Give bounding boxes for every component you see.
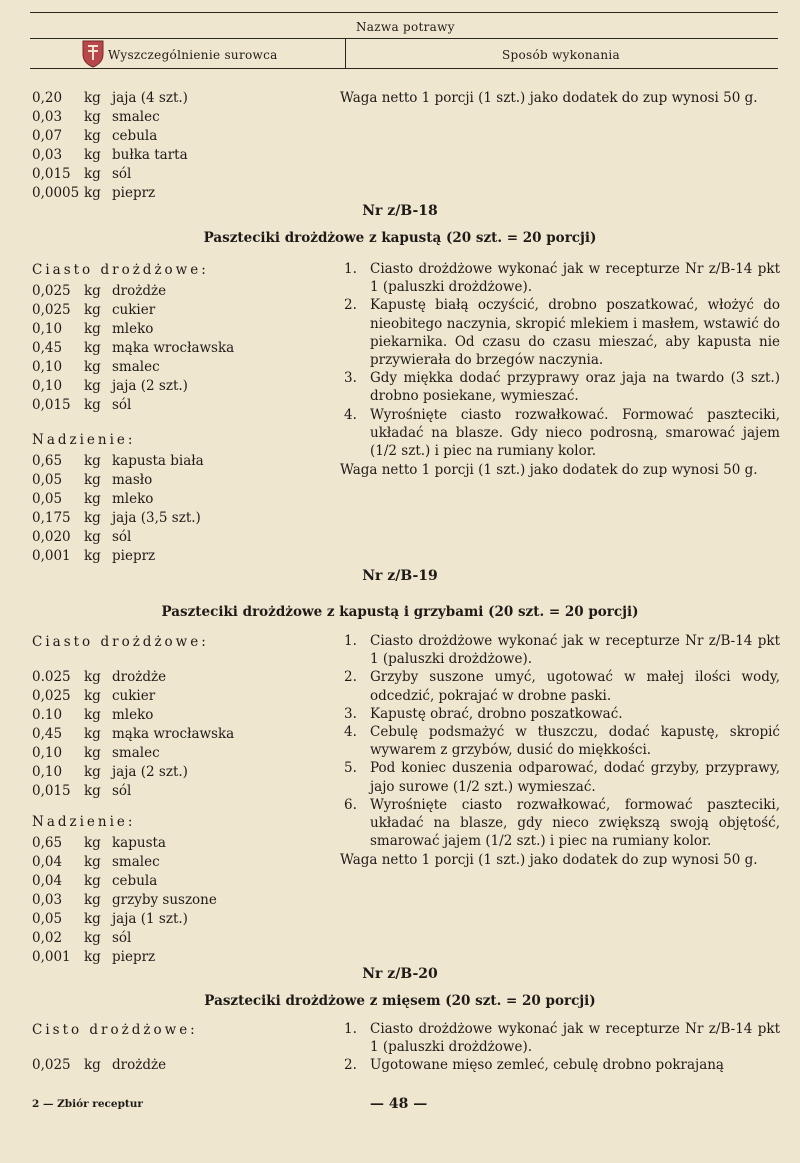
r19-filling bbox=[32, 810, 217, 967]
prev-ingredients bbox=[32, 89, 188, 203]
ingredient-row: 0,10 kg smalec bbox=[32, 359, 160, 375]
ingredient-row: 0,175 kg jaja (3,5 szt.) bbox=[32, 510, 201, 526]
ingredient-row: 0.10 kg mleko bbox=[32, 707, 154, 723]
prev-method bbox=[340, 88, 780, 107]
recipe-number: Nr z/B-19 bbox=[362, 568, 438, 584]
method-step: 2. Kapustę białą oczyścić, drobno poszatkować, włożyć do nieobitego naczynia, skropić mlekiem i masłem, wstawić do piekarnika. Od czasu do czasu mieszać, aby kapusta nie przywierała do brzegów naczynia. bbox=[344, 297, 780, 369]
method-step: 4. Cebulę podsmażyć w tłuszczu, dodać kapustę, skropić wywarem z grzybów, dusić do miękkości. bbox=[344, 724, 780, 759]
section-label: Nadzienie: bbox=[32, 432, 136, 448]
page-number: — 48 — bbox=[370, 1096, 428, 1112]
portion-weight: Waga netto 1 porcji (1 szt.) jako dodatek do zup wynosi 50 g. bbox=[340, 462, 758, 479]
shield-logo-icon bbox=[80, 38, 106, 68]
ingredient-row: 0,04 kg smalec bbox=[32, 854, 160, 870]
method-step: 2. Grzyby suszone umyć, ugotować w małej ilości wody, odcedzić, pokrajać w drobne paski. bbox=[344, 669, 780, 704]
ingredient-row: 0,04 kg cebula bbox=[32, 873, 158, 889]
recipe-number: Nr z/B-18 bbox=[362, 203, 438, 219]
method-step: 4. Wyrośnięte ciasto rozwałkować. Formować paszteciki, układać na blasze. Gdy nieco podrosną, smarować jajem (1/2 szt.) i piec na rumiany kolor. bbox=[344, 406, 780, 460]
r20-ingredients bbox=[32, 1018, 198, 1075]
ingredient-row: 0,025 kg cukier bbox=[32, 302, 156, 318]
ingredient-row: 0,05 kg jaja (1 szt.) bbox=[32, 911, 188, 927]
ingredient-row: 0,001 kg pieprz bbox=[32, 548, 156, 564]
ingredient-row: 0,03 kg bułka tarta bbox=[32, 147, 188, 163]
r19-method bbox=[340, 632, 780, 870]
section-label: Nadzienie: bbox=[32, 814, 136, 830]
ingredient-row: 0,025 kg cukier bbox=[32, 688, 156, 704]
header-bottom-rule bbox=[30, 68, 778, 69]
method-step: 1. Ciasto drożdżowe wykonać jak w recepturze Nr z/B-14 pkt 1 (paluszki drożdżowe). bbox=[344, 633, 780, 668]
ingredient-row: 0,20 kg jaja (4 szt.) bbox=[32, 90, 188, 106]
method-step: 3. Gdy miękka dodać przyprawy oraz jaja na twardo (3 szt.) drobno posiekane, wymieszać. bbox=[344, 370, 780, 405]
section-label: Ciasto drożdżowe: bbox=[32, 634, 209, 650]
ingredient-row: 0,0005 kg pieprz bbox=[32, 185, 156, 201]
ingredient-row: 0,05 kg masło bbox=[32, 472, 153, 488]
section-label: Cisto drożdżowe: bbox=[32, 1022, 198, 1038]
method-step: 1. Ciasto drożdżowe wykonać jak w recepturze Nr z/B-14 pkt 1 (paluszki drożdżowe). bbox=[344, 1021, 780, 1056]
ingredient-row: 0,10 kg jaja (2 szt.) bbox=[32, 378, 188, 394]
ingredient-row: 0,03 kg grzyby suszone bbox=[32, 892, 217, 908]
ingredient-row: 0,10 kg jaja (2 szt.) bbox=[32, 764, 188, 780]
method-step: 2. Ugotowane mięso zemleć, cebulę drobno pokrajaną bbox=[344, 1057, 724, 1074]
ingredient-row: 0,07 kg cebula bbox=[32, 128, 158, 144]
footer-book-title: 2 — Zbiór receptur bbox=[32, 1098, 143, 1110]
recipe-title: Paszteciki drożdżowe z mięsem (20 szt. = 20 porcji) bbox=[204, 993, 596, 1009]
ingredient-row: 0,05 kg mleko bbox=[32, 491, 154, 507]
ingredient-row: 0,45 kg mąka wrocławska bbox=[32, 726, 235, 742]
ingredient-row: 0,015 kg sól bbox=[32, 397, 132, 413]
ingredient-row: 0,10 kg smalec bbox=[32, 745, 160, 761]
header-divider bbox=[345, 38, 346, 68]
ingredient-row: 0,025 kg drożdże bbox=[32, 1057, 167, 1073]
ingredient-row: 0.025 kg drożdże bbox=[32, 669, 167, 685]
header-ingredients-column: Wyszczególnienie surowca bbox=[108, 48, 278, 62]
ingredient-row: 0,020 kg sól bbox=[32, 529, 132, 545]
method-step: 3. Kapustę obrać, drobno poszatkować. bbox=[344, 705, 623, 722]
r18-filling bbox=[32, 428, 204, 566]
ingredient-row: 0,45 kg mąka wrocławska bbox=[32, 340, 235, 356]
ingredient-row: 0,001 kg pieprz bbox=[32, 949, 156, 965]
recipe-title: Paszteciki drożdżowe z kapustą i grzybami (20 szt. = 20 porcji) bbox=[161, 604, 639, 620]
ingredient-row: 0,10 kg mleko bbox=[32, 321, 154, 337]
ingredient-row: 0,015 kg sól bbox=[32, 166, 132, 182]
header-method-column: Sposób wykonania bbox=[502, 48, 620, 62]
section-label: Ciasto drożdżowe: bbox=[32, 262, 209, 278]
top-rule bbox=[30, 12, 778, 13]
ingredient-row: 0,03 kg smalec bbox=[32, 109, 160, 125]
header-dish-name: Nazwa potrawy bbox=[356, 20, 455, 34]
portion-weight: Waga netto 1 porcji (1 szt.) jako dodatek do zup wynosi 50 g. bbox=[340, 90, 758, 106]
method-step: 5. Pod koniec duszenia odparować, dodać grzyby, przyprawy, jajo surowe (1/2 szt.) wymieszać. bbox=[344, 760, 780, 795]
ingredient-row: 0,025 kg drożdże bbox=[32, 283, 167, 299]
portion-weight: Waga netto 1 porcji (1 szt.) jako dodatek do zup wynosi 50 g. bbox=[340, 852, 758, 869]
r18-ingredients bbox=[32, 258, 234, 415]
header-rule bbox=[30, 38, 778, 39]
ingredient-row: 0,02 kg sól bbox=[32, 930, 132, 946]
r18-method bbox=[340, 260, 780, 479]
r19-ingredients bbox=[32, 630, 234, 801]
method-step: 6. Wyrośnięte ciasto rozwałkować, formować paszteciki, układać na blasze, gdy nieco zwiększą swoją objętość, smarować jajem (1/2 szt.) i piec na rumiany kolor. bbox=[344, 796, 780, 850]
recipe-number: Nr z/B-20 bbox=[362, 966, 438, 982]
ingredient-row: 0,65 kg kapusta bbox=[32, 835, 166, 851]
recipe-title: Paszteciki drożdżowe z kapustą (20 szt. = 20 porcji) bbox=[203, 230, 597, 246]
ingredient-row: 0,65 kg kapusta biała bbox=[32, 453, 204, 469]
method-step: 1. Ciasto drożdżowe wykonać jak w recepturze Nr z/B-14 pkt 1 (paluszki drożdżowe). bbox=[344, 261, 780, 296]
r20-method bbox=[340, 1020, 780, 1075]
ingredient-row: 0,015 kg sól bbox=[32, 783, 132, 799]
